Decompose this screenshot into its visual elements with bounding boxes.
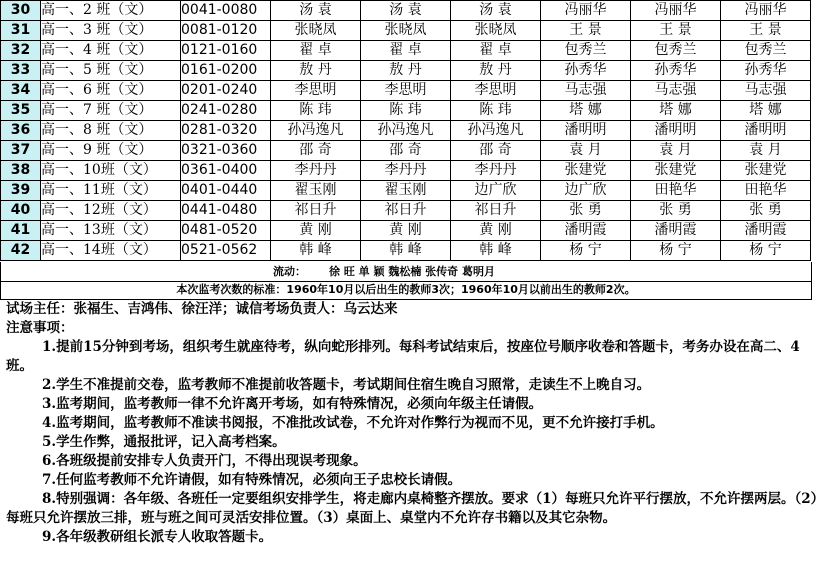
seat-range: 0321-0360 [181,141,271,161]
invigilator-2: 黄 刚 [361,221,451,241]
invigilator-5: 张建党 [631,161,721,181]
invigilator-2: 翟玉刚 [361,181,451,201]
invigilator-3: 边广欣 [451,181,541,201]
invigilator-4: 潘明霞 [541,221,631,241]
row-number: 42 [1,241,41,261]
invigilator-table [0,0,811,261]
row-number: 37 [1,141,41,161]
table-row [1,201,811,221]
class-name: 高一、14班（文） [41,241,181,261]
invigilator-1: 张晓凤 [271,21,361,41]
invigilator-6: 田艳华 [721,181,811,201]
invigilator-2: 翟 卓 [361,41,451,61]
class-name: 高一、8 班（文） [41,121,181,141]
invigilator-6: 杨 宁 [721,241,811,261]
seat-range: 0041-0080 [181,1,271,21]
row-number: 39 [1,181,41,201]
notes-heading: 注意事项： [6,320,74,336]
invigilator-2: 李丹丹 [361,161,451,181]
row-number: 41 [1,221,41,241]
invigilator-5: 潘明霞 [631,221,721,241]
invigilator-3: 敖 丹 [451,61,541,81]
invigilator-1: 汤 袁 [271,1,361,21]
row-number: 32 [1,41,41,61]
invigilator-1: 李丹丹 [271,161,361,181]
class-name: 高一、9 班（文） [41,141,181,161]
seat-range: 0241-0280 [181,101,271,121]
invigilator-4: 马志强 [541,81,631,101]
class-name: 高一、12班（文） [41,201,181,221]
invigilator-5: 冯丽华 [631,1,721,21]
invigilator-6: 冯丽华 [721,1,811,21]
invigilator-6: 马志强 [721,81,811,101]
table-row [1,61,811,81]
invigilator-5: 田艳华 [631,181,721,201]
invigilator-3: 李思明 [451,81,541,101]
invigilator-5: 潘明明 [631,121,721,141]
seat-range: 0121-0160 [181,41,271,61]
invigilator-4: 王 景 [541,21,631,41]
invigilator-4: 张 勇 [541,201,631,221]
invigilator-5: 王 景 [631,21,721,41]
invigilator-4: 潘明明 [541,121,631,141]
standard-note: 本次监考次数的标准：1960年10月以后出生的教师3次；1960年10月以前出生的教师2次。 [0,281,812,300]
invigilator-4: 塔 娜 [541,101,631,121]
invigilator-6: 张 勇 [721,201,811,221]
invigilator-1: 黄 刚 [271,221,361,241]
table-row [1,1,811,21]
seat-range: 0401-0440 [181,181,271,201]
invigilator-4: 孙秀华 [541,61,631,81]
invigilator-1: 敖 丹 [271,61,361,81]
floating-names: 徐 旺 单 颖 魏松楠 张传奇 葛明月 [329,265,495,278]
invigilator-1: 陈 玮 [271,101,361,121]
seat-range: 0361-0400 [181,161,271,181]
invigilator-2: 孙冯逸凡 [361,121,451,141]
note-item: 4.监考期间，监考教师不准读书阅报，不准批改试卷，不允许对作弊行为视而不见，更不允许接打手机。 [42,415,664,431]
table-row [1,141,811,161]
table-row [1,121,811,141]
invigilator-3: 祁日升 [451,201,541,221]
class-name: 高一、6 班（文） [41,81,181,101]
row-number: 34 [1,81,41,101]
seat-range: 0081-0120 [181,21,271,41]
row-number: 31 [1,21,41,41]
invigilator-3: 汤 袁 [451,1,541,21]
row-number: 36 [1,121,41,141]
row-number: 30 [1,1,41,21]
invigilator-2: 汤 袁 [361,1,451,21]
invigilator-6: 塔 娜 [721,101,811,121]
note-item: 8.特别强调：各年级、各班任一定要组织安排学生，将走廊内桌椅整齐摆放。要求（1）每班只允许平行摆放，不允许摆两层。（2）每班只允许摆放三排，班与班之间可灵活安排位置。（3）桌面上、桌堂内不允许存书籍以及其它杂物。 [6,491,818,526]
invigilator-6: 张建党 [721,161,811,181]
row-number: 38 [1,161,41,181]
floating-label: 流动： [273,265,306,278]
invigilator-1: 祁日升 [271,201,361,221]
row-number: 35 [1,101,41,121]
exam-director-line: 试场主任：张福生、吉鸿伟、徐汪洋；诚信考场负责人：乌云达来 [6,301,398,317]
invigilator-2: 陈 玮 [361,101,451,121]
invigilator-1: 孙冯逸凡 [271,121,361,141]
invigilator-5: 杨 宁 [631,241,721,261]
class-name: 高一、13班（文） [41,221,181,241]
invigilator-5: 孙秀华 [631,61,721,81]
notes-section [6,300,820,547]
invigilator-6: 包秀兰 [721,41,811,61]
invigilator-6: 孙秀华 [721,61,811,81]
invigilator-2: 邵 奇 [361,141,451,161]
invigilator-4: 张建党 [541,161,631,181]
note-item: 1.提前15分钟到考场，组织考生就座待考，纵向蛇形排列。每科考试结束后，按座位号顺序收卷和答题卡，考务办设在高二、4班。 [6,339,800,374]
invigilator-4: 边广欣 [541,181,631,201]
note-item: 3.监考期间，监考教师一律不允许离开考场，如有特殊情况，必须向年级主任请假。 [42,396,543,412]
invigilator-2: 韩 峰 [361,241,451,261]
class-name: 高一、10班（文） [41,161,181,181]
invigilator-4: 杨 宁 [541,241,631,261]
invigilator-5: 包秀兰 [631,41,721,61]
invigilator-3: 陈 玮 [451,101,541,121]
seat-range: 0481-0520 [181,221,271,241]
class-name: 高一、3 班（文） [41,21,181,41]
row-number: 33 [1,61,41,81]
table-row [1,81,811,101]
invigilator-1: 翟玉刚 [271,181,361,201]
class-name: 高一、7 班（文） [41,101,181,121]
seat-range: 0521-0562 [181,241,271,261]
invigilator-2: 李思明 [361,81,451,101]
table-row [1,161,811,181]
note-item: 2.学生不准提前交卷，监考教师不准提前收答题卡，考试期间住宿生晚自习照常，走读生不上晚自习。 [42,377,651,393]
invigilator-3: 翟 卓 [451,41,541,61]
class-name: 高一、2 班（文） [41,1,181,21]
invigilator-3: 韩 峰 [451,241,541,261]
invigilator-3: 李丹丹 [451,161,541,181]
row-number: 40 [1,201,41,221]
invigilator-3: 孙冯逸凡 [451,121,541,141]
note-item: 7.任何监考教师不允许请假，如有特殊情况，必须向王子忠校长请假。 [42,472,462,488]
invigilator-6: 袁 月 [721,141,811,161]
class-name: 高一、4 班（文） [41,41,181,61]
table-row [1,21,811,41]
table-row [1,181,811,201]
table-row [1,101,811,121]
class-name: 高一、5 班（文） [41,61,181,81]
invigilator-6: 潘明霞 [721,221,811,241]
invigilator-2: 祁日升 [361,201,451,221]
seat-range: 0201-0240 [181,81,271,101]
floating-invigilators [0,262,812,282]
invigilator-5: 袁 月 [631,141,721,161]
invigilator-3: 张晓凤 [451,21,541,41]
note-item: 9.各年级教研组长派专人收取答题卡。 [42,529,273,545]
table-row [1,241,811,261]
class-name: 高一、11班（文） [41,181,181,201]
invigilator-6: 王 景 [721,21,811,41]
invigilator-1: 翟 卓 [271,41,361,61]
invigilator-3: 邵 奇 [451,141,541,161]
invigilator-1: 李思明 [271,81,361,101]
invigilator-4: 袁 月 [541,141,631,161]
invigilator-4: 冯丽华 [541,1,631,21]
note-item: 6.各班级提前安排专人负责开门，不得出现误考现象。 [42,453,367,469]
invigilator-5: 马志强 [631,81,721,101]
table-row [1,41,811,61]
invigilator-5: 塔 娜 [631,101,721,121]
invigilator-4: 包秀兰 [541,41,631,61]
seat-range: 0161-0200 [181,61,271,81]
invigilator-6: 潘明明 [721,121,811,141]
note-item: 5.学生作弊，通报批评，记入高考档案。 [42,434,286,450]
invigilator-3: 黄 刚 [451,221,541,241]
invigilator-2: 敖 丹 [361,61,451,81]
table-row [1,221,811,241]
invigilator-1: 韩 峰 [271,241,361,261]
invigilator-5: 张 勇 [631,201,721,221]
invigilator-1: 邵 奇 [271,141,361,161]
seat-range: 0441-0480 [181,201,271,221]
seat-range: 0281-0320 [181,121,271,141]
invigilator-2: 张晓凤 [361,21,451,41]
